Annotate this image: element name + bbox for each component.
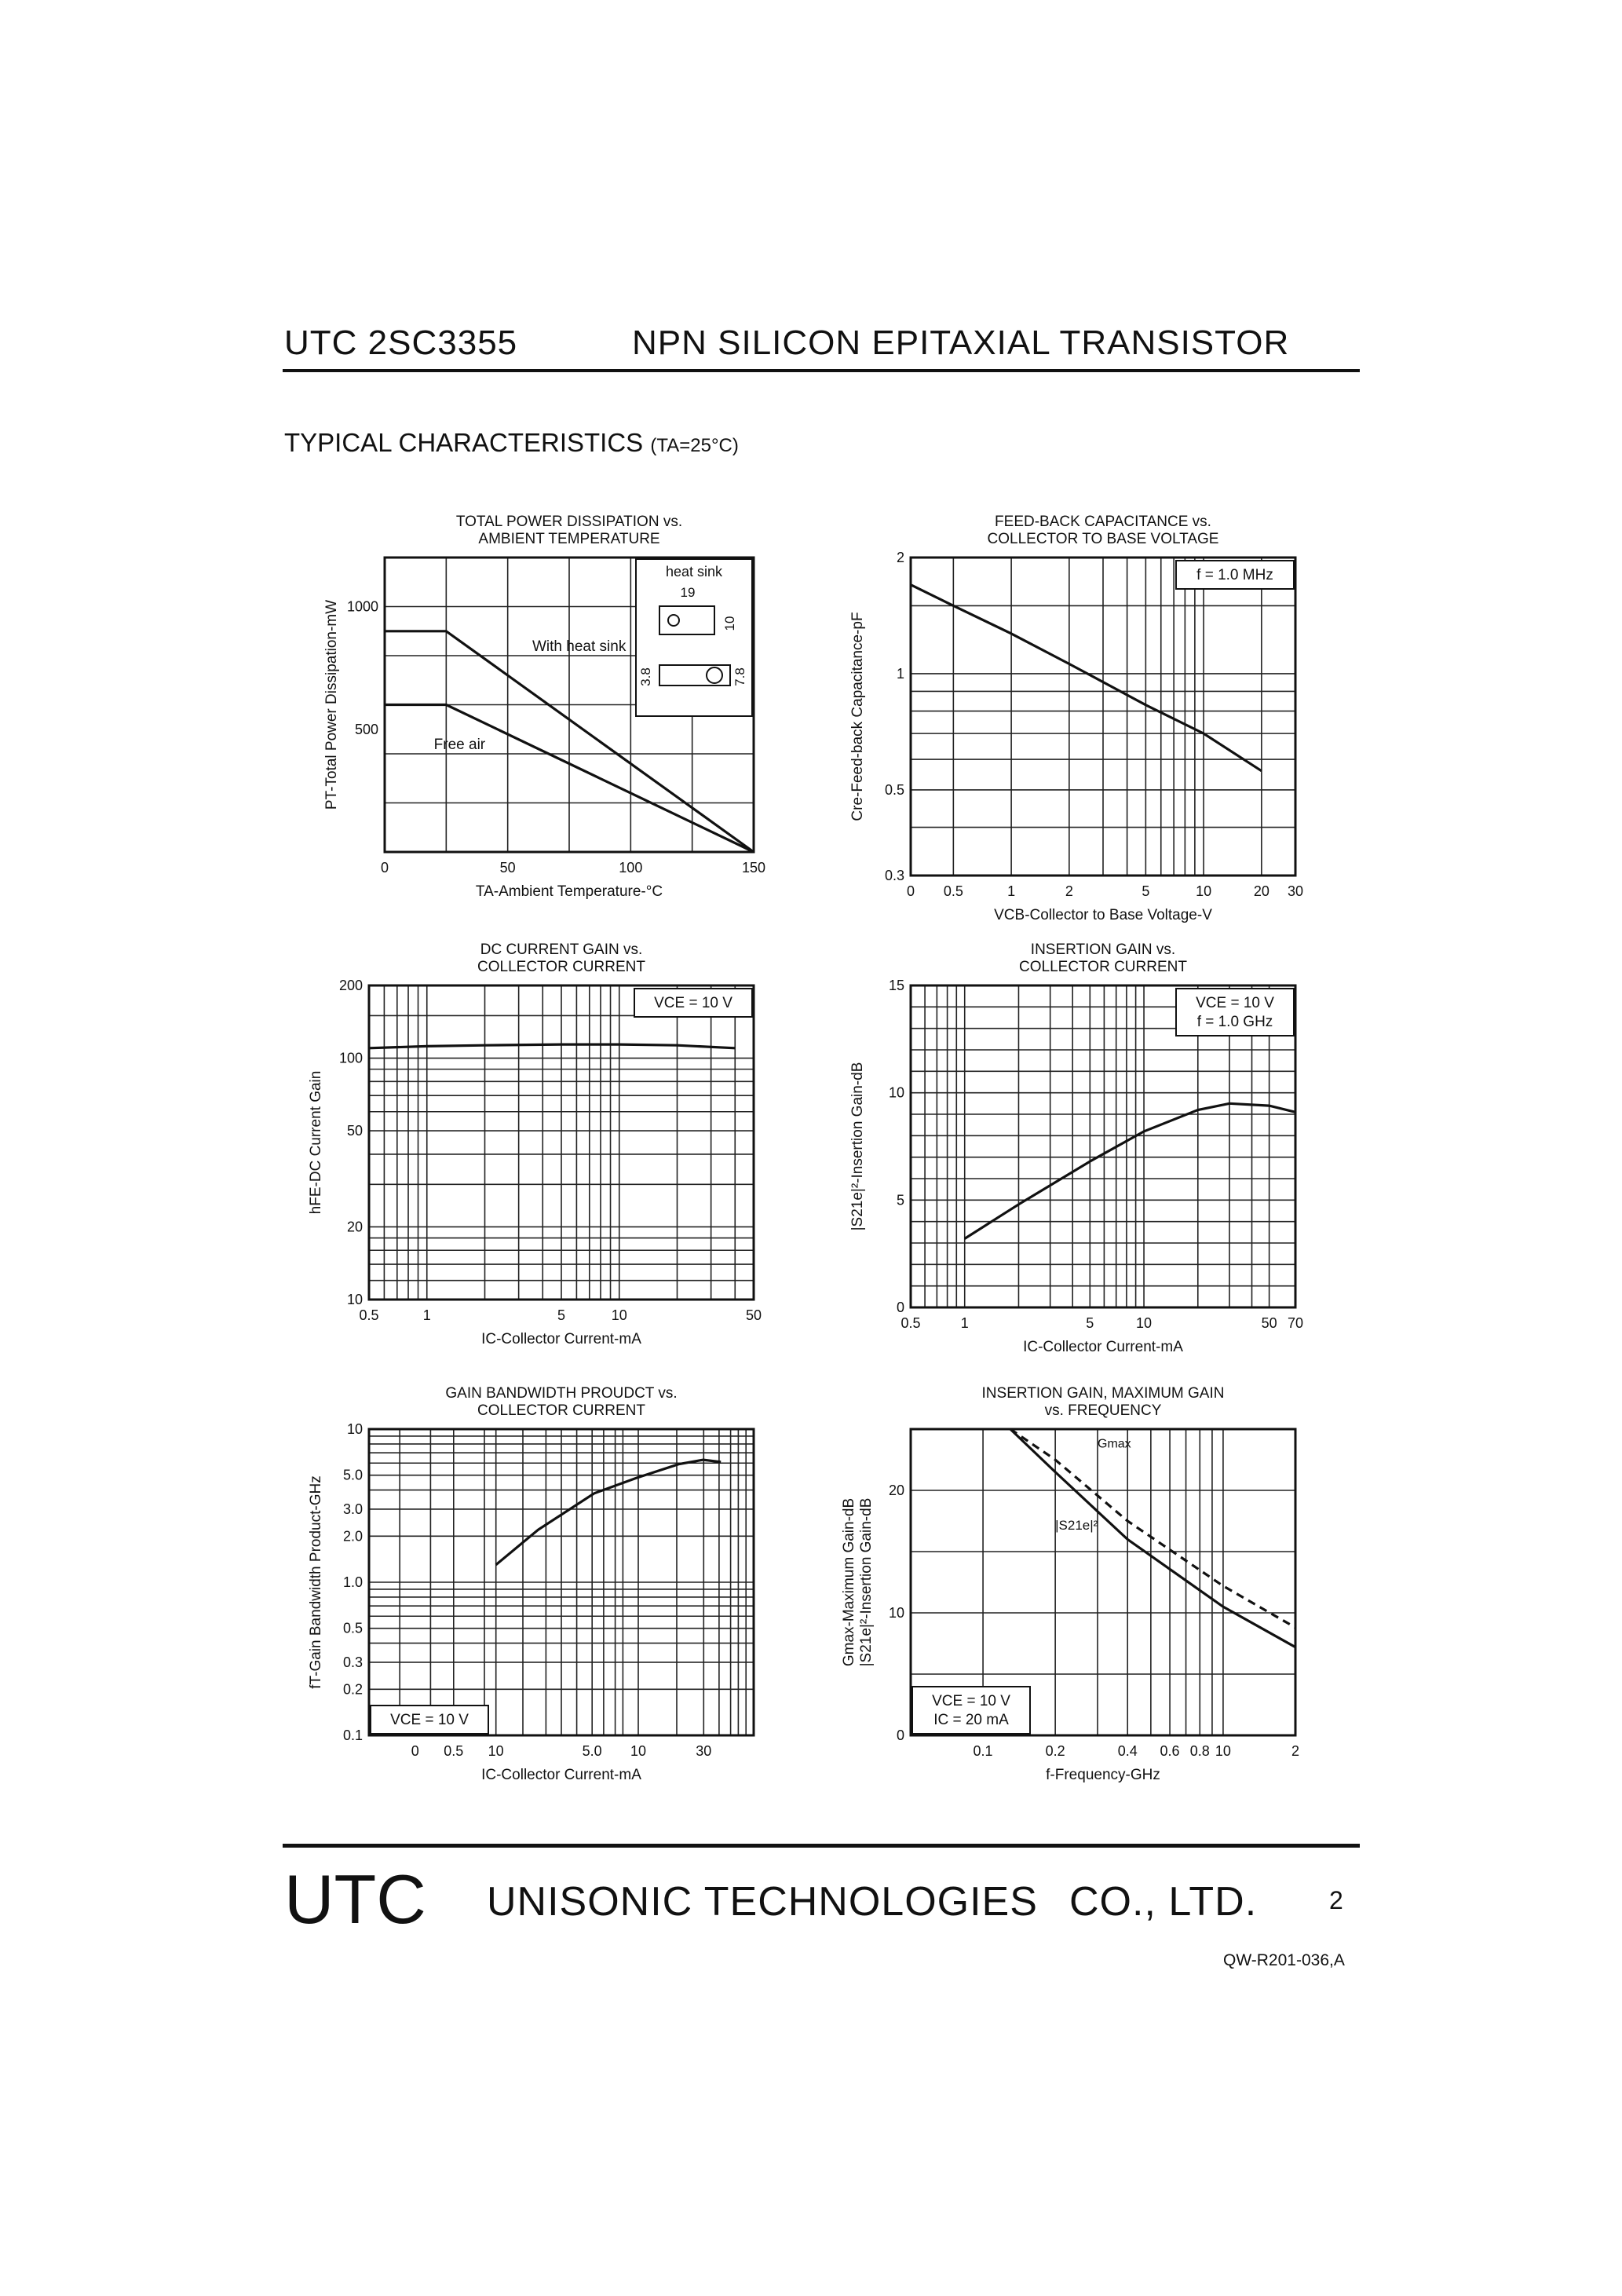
dimension-19: 19 — [680, 585, 696, 600]
x-tick-label: 0.4 — [1117, 1743, 1138, 1759]
x-tick-label: 100 — [619, 860, 643, 876]
document-title: NPN SILICON EPITAXIAL TRANSISTOR — [632, 324, 1290, 362]
annotation-gmax: Gmax — [1098, 1437, 1131, 1451]
x-tick-label: 0.5 — [943, 883, 963, 899]
condition-text: IC = 20 mA — [933, 1712, 1009, 1728]
condition-text: f = 1.0 MHz — [1196, 567, 1273, 583]
company-suffix: CO., LTD. — [1069, 1879, 1258, 1925]
x-tick-label: 50 — [1261, 1315, 1277, 1331]
x-tick-label: 10 — [611, 1307, 627, 1323]
x-tick-label: 0.5 — [901, 1315, 921, 1331]
dimension-7-8: 7.8 — [732, 667, 747, 686]
section-title-text: TYPICAL CHARACTERISTICS — [284, 428, 644, 457]
y-tick-label: 15 — [888, 978, 904, 993]
annotation-free-air: Free air — [433, 736, 486, 753]
y-tick-label: 0.3 — [884, 868, 904, 883]
x-tick-label: 50 — [745, 1307, 762, 1323]
chart-feedback-capacitance — [848, 506, 1319, 923]
series-line-s21e — [965, 1103, 1295, 1238]
series-line-cre — [911, 585, 1262, 771]
x-axis-label: TA-Ambient Temperature-°C — [475, 883, 663, 900]
x-tick-label: 10 — [1215, 1743, 1231, 1759]
annotation-with-heat-sink: With heat sink — [532, 638, 627, 655]
header-rule — [283, 369, 1360, 372]
y-tick-label: 10 — [888, 1084, 904, 1101]
y-axis-label: hFE-DC Current Gain — [308, 1070, 324, 1215]
company-name: UNISONIC TECHNOLOGIES — [487, 1879, 1038, 1925]
x-tick-label: 0.5 — [444, 1743, 464, 1759]
y-tick-label: 0 — [896, 1300, 904, 1315]
y-axis-label: Cre-Feed-back Capacitance-pF — [849, 612, 866, 821]
x-tick-label: 0.2 — [1045, 1743, 1065, 1759]
chart-svg — [306, 506, 793, 900]
section-condition: (TA=25°C) — [650, 435, 739, 456]
chart-gain-bandwidth — [306, 1382, 793, 1798]
y-axis-label: Gmax-Maximum Gain-dB — [841, 1497, 857, 1667]
chart-svg — [848, 938, 1319, 1355]
x-tick-label: 0.1 — [973, 1743, 993, 1759]
y-tick-label: 1.0 — [342, 1574, 363, 1590]
chart-gain-vs-frequency — [824, 1382, 1319, 1798]
y-tick-label: 2 — [896, 550, 904, 565]
chart-svg — [306, 938, 793, 1355]
x-axis-label: VCB-Collector to Base Voltage-V — [994, 907, 1212, 923]
y-tick-label: 0.3 — [342, 1654, 363, 1670]
chart-insertion-gain — [848, 938, 1319, 1355]
x-axis-label: IC-Collector Current-mA — [1023, 1339, 1183, 1355]
page-number: 2 — [1329, 1886, 1343, 1914]
chart-title-line: COLLECTOR CURRENT — [477, 1402, 645, 1419]
footer-rule — [283, 1844, 1360, 1848]
x-tick-label: 10 — [630, 1743, 647, 1759]
document-number: QW-R201-036,A — [1223, 1951, 1345, 1969]
y-tick-label: 0.5 — [342, 1620, 363, 1636]
y-axis-label: fT-Gain Bandwidth Product-GHz — [308, 1475, 324, 1689]
y-tick-label: 2.0 — [342, 1528, 363, 1545]
x-tick-label: 1 — [422, 1307, 431, 1323]
condition-text: VCE = 10 V — [1196, 995, 1274, 1011]
y-tick-label: 10 — [888, 1605, 904, 1621]
company-logo: UTC — [284, 1860, 426, 1938]
heat-sink-box — [636, 559, 752, 716]
condition-text: f = 1.0 GHz — [1196, 1014, 1273, 1030]
condition-text: VCE = 10 V — [390, 1712, 469, 1728]
chart-svg — [848, 506, 1319, 923]
x-tick-label: 0.8 — [1189, 1743, 1210, 1759]
x-tick-label: 10 — [1136, 1315, 1153, 1331]
chart-power-dissipation — [306, 506, 793, 900]
x-axis-label: f-Frequency-GHz — [1046, 1767, 1160, 1783]
x-tick-label: 10 — [1196, 883, 1212, 899]
y-tick-label: 50 — [346, 1123, 363, 1139]
condition-text: VCE = 10 V — [932, 1693, 1010, 1709]
chart-title-line: TOTAL POWER DISSIPATION vs. — [455, 514, 683, 530]
x-tick-label: 50 — [499, 860, 516, 876]
chart-dc-current-gain — [306, 938, 793, 1355]
x-tick-label: 150 — [741, 860, 766, 876]
annotation-s21e: |S21e|² — [1055, 1517, 1098, 1533]
x-tick-label: 30 — [696, 1743, 712, 1759]
chart-title-line: COLLECTOR TO BASE VOLTAGE — [987, 531, 1219, 547]
series-line-gmax — [1010, 1429, 1295, 1628]
chart-title-line: FEED-BACK CAPACITANCE vs. — [995, 514, 1211, 530]
x-tick-label: 5.0 — [582, 1743, 602, 1759]
chart-title-line: COLLECTOR CURRENT — [1019, 959, 1187, 975]
x-tick-label: 2 — [1065, 883, 1073, 899]
y-tick-label: 20 — [888, 1483, 904, 1498]
x-tick-label: 0 — [906, 883, 915, 899]
x-axis-label: IC-Collector Current-mA — [481, 1331, 641, 1347]
x-tick-label: 0 — [411, 1743, 419, 1759]
y-tick-label: 10 — [346, 1292, 363, 1307]
x-tick-label: 0.6 — [1160, 1743, 1180, 1759]
y-tick-label: 5.0 — [342, 1467, 363, 1483]
x-tick-label: 1 — [1007, 883, 1016, 899]
heat-sink-label: heat sink — [665, 564, 723, 579]
x-tick-label: 10 — [488, 1743, 504, 1759]
x-tick-label: 5 — [557, 1307, 566, 1323]
x-tick-label: 30 — [1287, 883, 1304, 899]
dimension-10: 10 — [722, 616, 737, 631]
chart-title-line: DC CURRENT GAIN vs. — [480, 941, 643, 958]
x-tick-label: 0 — [380, 860, 389, 876]
series-line-hfe — [369, 1044, 735, 1048]
y-axis-label: |S21e|²-Insertion Gain-dB — [858, 1497, 875, 1667]
part-number: UTC 2SC3355 — [284, 324, 518, 362]
y-tick-label: 1 — [896, 665, 904, 682]
y-tick-label: 1000 — [346, 598, 378, 615]
y-tick-label: 0.1 — [342, 1727, 363, 1743]
condition-text: VCE = 10 V — [654, 995, 732, 1011]
chart-title-line: INSERTION GAIN, MAXIMUM GAIN — [981, 1385, 1225, 1402]
chart-title-line: vs. FREQUENCY — [1044, 1402, 1162, 1419]
y-axis-label: PT-Total Power Dissipation-mW — [323, 599, 340, 810]
y-tick-label: 0.5 — [884, 781, 904, 798]
y-axis-label: |S21e|²-Insertion Gain-dB — [849, 1062, 866, 1231]
x-tick-label: 20 — [1253, 883, 1269, 899]
chart-svg — [306, 1382, 793, 1798]
chart-title-line: GAIN BANDWIDTH PROUDCT vs. — [445, 1385, 678, 1402]
y-tick-label: 0 — [896, 1727, 904, 1743]
x-axis-label: IC-Collector Current-mA — [481, 1767, 641, 1783]
y-tick-label: 10 — [346, 1421, 363, 1437]
y-tick-label: 5 — [896, 1192, 904, 1208]
chart-title-line: INSERTION GAIN vs. — [1030, 941, 1176, 958]
x-tick-label: 70 — [1287, 1315, 1304, 1331]
chart-svg — [824, 1382, 1319, 1798]
dimension-3-8: 3.8 — [638, 667, 653, 686]
x-tick-label: 5 — [1086, 1315, 1094, 1331]
y-tick-label: 0.2 — [342, 1681, 363, 1698]
x-tick-label: 2 — [1291, 1743, 1300, 1759]
chart-title-line: AMBIENT TEMPERATURE — [478, 531, 660, 547]
section-title — [284, 428, 739, 458]
x-tick-label: 1 — [960, 1315, 969, 1331]
x-tick-label: 5 — [1142, 883, 1150, 899]
chart-title-line: COLLECTOR CURRENT — [477, 959, 645, 975]
y-tick-label: 3.0 — [342, 1501, 363, 1517]
y-tick-label: 100 — [338, 1050, 363, 1066]
y-tick-label: 500 — [354, 721, 378, 737]
x-tick-label: 0.5 — [359, 1307, 379, 1323]
y-tick-label: 200 — [338, 978, 363, 993]
y-tick-label: 20 — [346, 1219, 363, 1235]
